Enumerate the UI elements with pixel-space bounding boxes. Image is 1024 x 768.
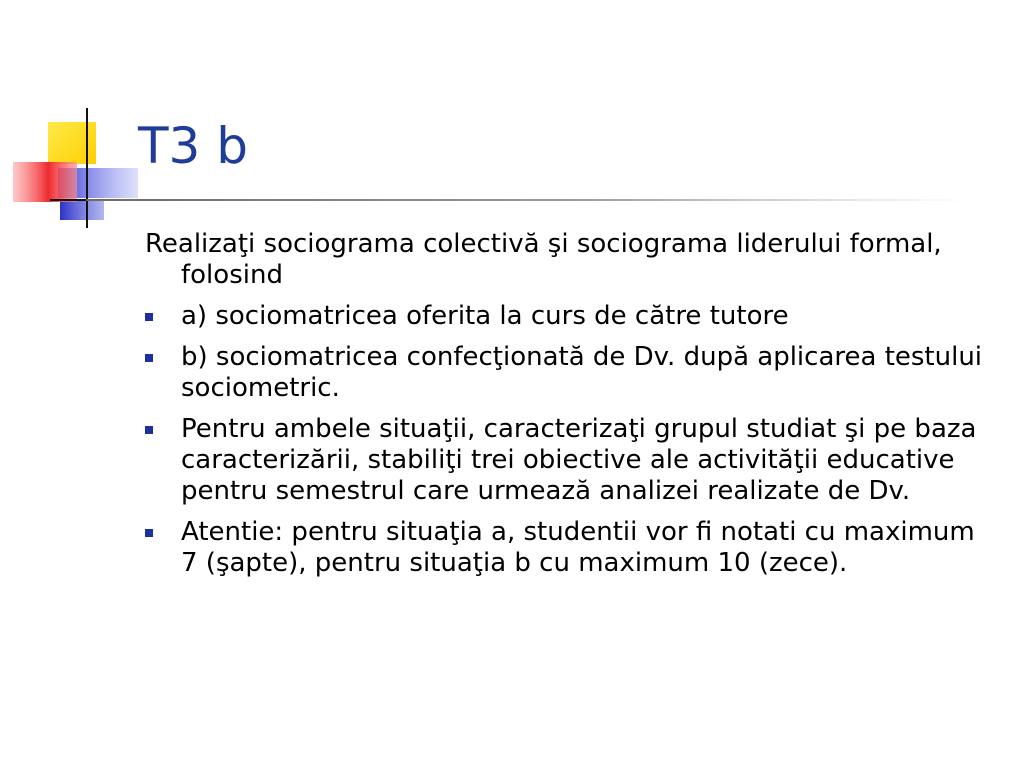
bullet-list: [145, 301, 995, 579]
slide-body: [145, 229, 995, 589]
list-item: [145, 301, 995, 332]
color-blocks-icon: [0, 0, 160, 240]
list-item: [145, 342, 995, 404]
square-bullet-icon: [145, 313, 153, 321]
list-item: [145, 414, 995, 507]
intro-text: Realizaţi sociograma colectivă şi sociograma liderului formal, folosind: [145, 229, 942, 290]
list-item-text: Pentru ambele situaţii, caracterizaţi grupul studiat şi pe baza caracterizării, stabiliţi trei obiective ale activităţii educative pentru semestrul care urmează analizei realizate de Dv.: [181, 414, 977, 506]
square-bullet-icon: [145, 529, 153, 537]
square-bullet-icon: [145, 426, 153, 434]
list-item: [145, 517, 995, 579]
title-divider: [86, 199, 966, 201]
list-item-text: b) sociomatricea confecţionată de Dv. după aplicarea testului sociometric.: [181, 342, 983, 403]
square-bullet-icon: [145, 354, 153, 362]
list-item-text: a) sociomatricea oferita la curs de către tutore: [181, 301, 789, 331]
list-item-text: Atentie: pentru situaţia a, studentii vor fi notati cu maximum 7 (şapte), pentru situaţia b cu maximum 10 (zece).: [181, 517, 975, 578]
page-title: T3 b: [138, 117, 248, 175]
